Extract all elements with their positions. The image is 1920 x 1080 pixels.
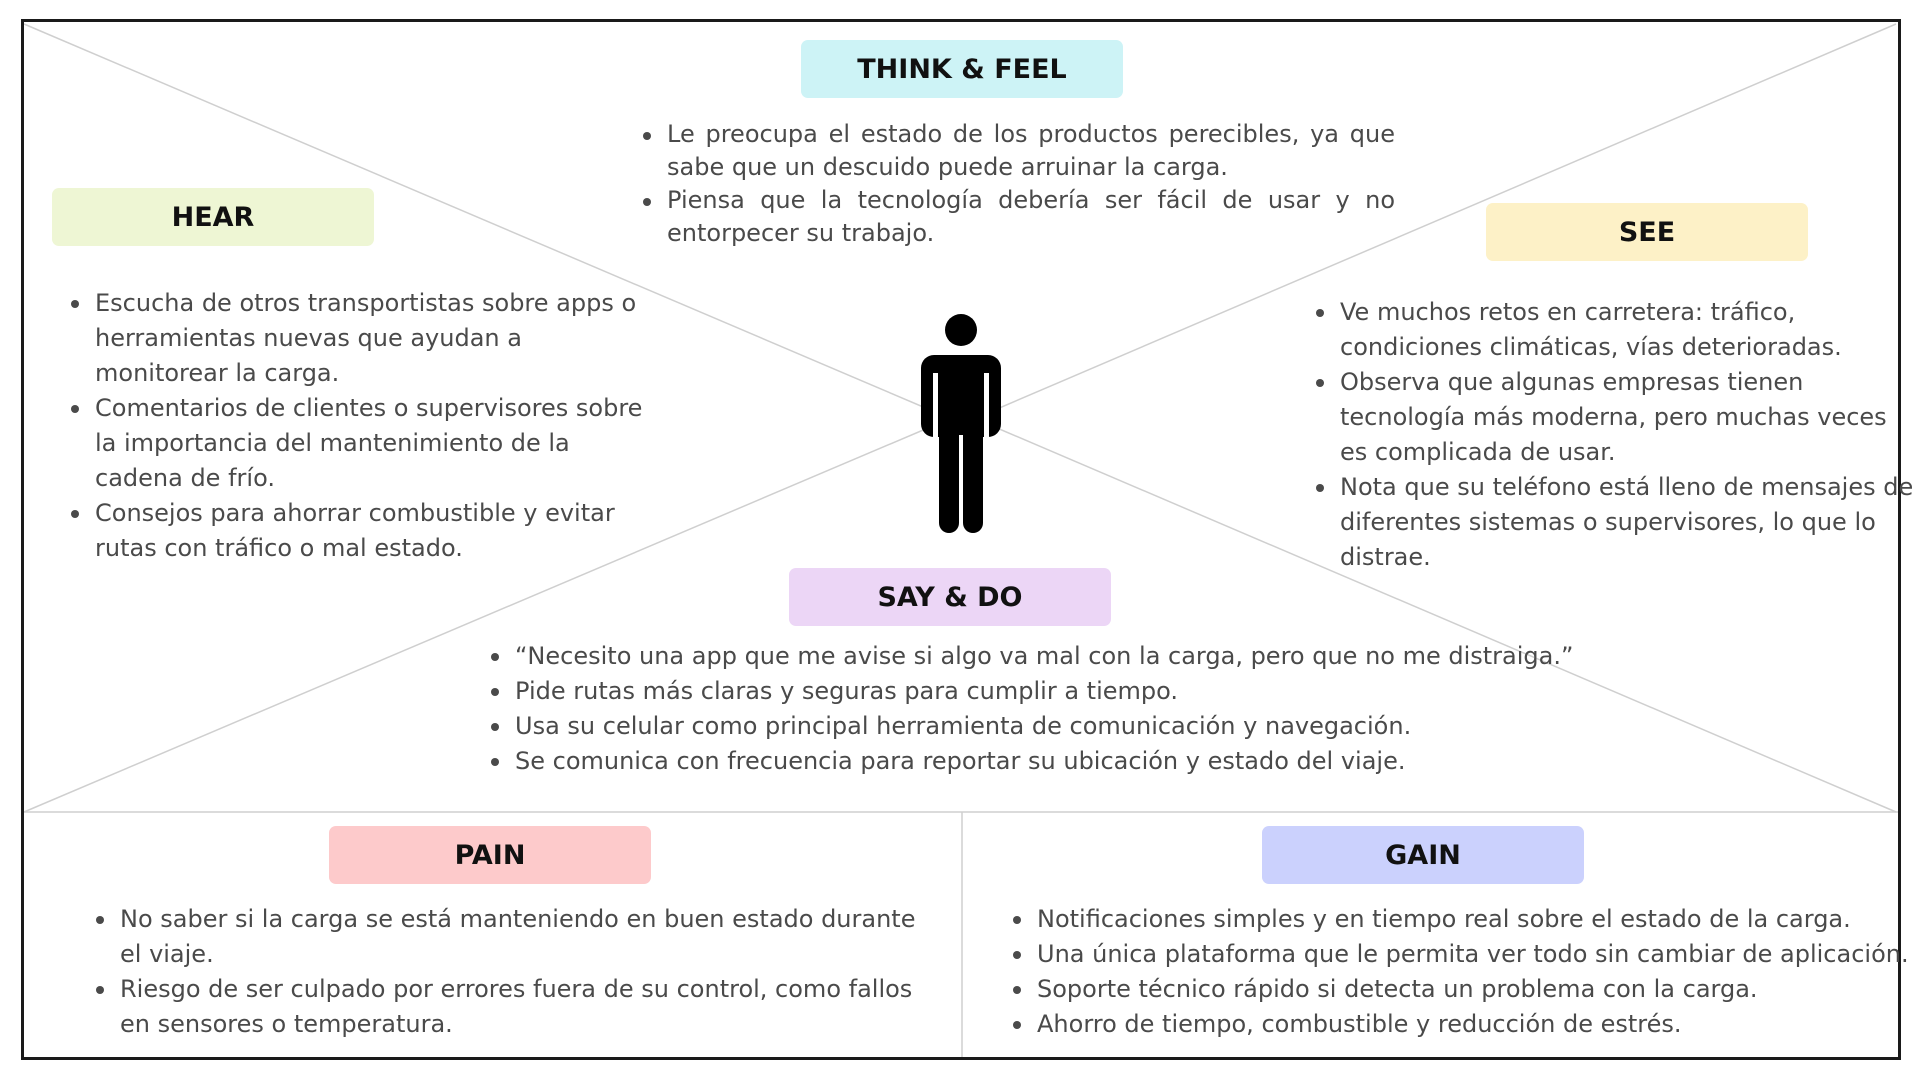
list-item: Escucha de otros transportistas sobre apps o herramientas nuevas que ayudan a monitorear la carga. [95,286,655,391]
hear-header: HEAR [52,188,374,246]
gain-list [1007,902,1920,1042]
list-item: “Necesito una app que me avise si algo va mal con la carga, pero que no me distraiga.” [515,639,1595,674]
list-item: Consejos para ahorrar combustible y evitar rutas con tráfico o mal estado. [95,496,655,566]
pain-list [90,902,930,1042]
person-icon [921,313,1001,533]
list-item: Nota que su teléfono está lleno de mensajes de diferentes sistemas o supervisores, lo que lo distrae. [1340,470,1920,575]
think-feel-header: THINK & FEEL [801,40,1123,98]
list-item: Le preocupa el estado de los productos perecibles, ya que sabe que un descuido puede arruinar la carga. [667,118,1395,184]
see-header: SEE [1486,203,1808,261]
list-item: Ve muchos retos en carretera: tráfico, condiciones climáticas, vías deterioradas. [1340,295,1920,365]
pain-header: PAIN [329,826,651,884]
list-item: Pide rutas más claras y seguras para cumplir a tiempo. [515,674,1595,709]
list-item: Observa que algunas empresas tienen tecnología más moderna, pero muchas veces es complicada de usar. [1340,365,1920,470]
hear-list [65,286,655,566]
say-do-list [485,639,1595,779]
think-feel-list [637,118,1395,250]
list-item: Una única plataforma que le permita ver todo sin cambiar de aplicación. [1037,937,1920,972]
list-item: Comentarios de clientes o supervisores sobre la importancia del mantenimiento de la cadena de frío. [95,391,655,496]
say-do-header: SAY & DO [789,568,1111,626]
list-item: Riesgo de ser culpado por errores fuera de su control, como fallos en sensores o temperatura. [120,972,930,1042]
see-list [1310,295,1920,575]
list-item: Usa su celular como principal herramienta de comunicación y navegación. [515,709,1595,744]
gain-header: GAIN [1262,826,1584,884]
list-item: Ahorro de tiempo, combustible y reducción de estrés. [1037,1007,1920,1042]
list-item: Se comunica con frecuencia para reportar su ubicación y estado del viaje. [515,744,1595,779]
list-item: Notificaciones simples y en tiempo real sobre el estado de la carga. [1037,902,1920,937]
list-item: Piensa que la tecnología debería ser fácil de usar y no entorpecer su trabajo. [667,184,1395,250]
list-item: Soporte técnico rápido si detecta un problema con la carga. [1037,972,1920,1007]
list-item: No saber si la carga se está manteniendo en buen estado durante el viaje. [120,902,930,972]
